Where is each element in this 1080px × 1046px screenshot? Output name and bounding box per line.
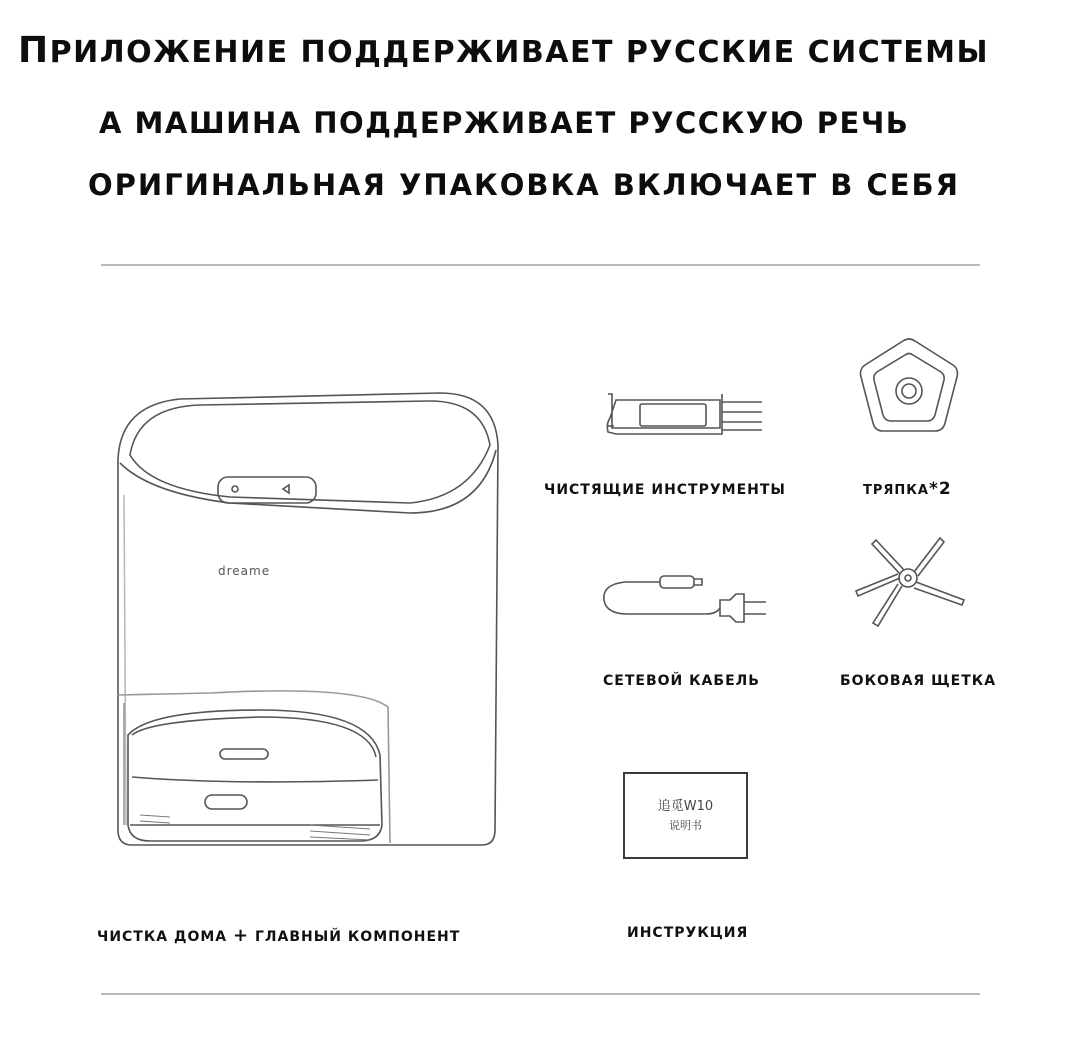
main-unit-label-part2: ГЛАВНЫЙ КОМПОНЕНТ: [255, 929, 461, 945]
heading-line-1-initial: П: [18, 30, 50, 71]
mop-pad-illustration: [853, 335, 965, 440]
mop-label: [863, 479, 952, 499]
cleaning-tool-illustration: [598, 388, 768, 440]
manual-cover-subtitle: 说明书: [669, 818, 702, 832]
base-station-illustration: [110, 385, 505, 870]
heading-line-1-rest: РИЛОЖЕНИЕ ПОДДЕРЖИВАЕТ РУССКИЕ СИСТЕМЫ: [49, 35, 990, 70]
heading-line-2: А МАШИНА ПОДДЕРЖИВАЕТ РУССКУЮ РЕЧЬ: [99, 106, 910, 140]
power-cable-label: СЕТЕВОЙ КАБЕЛЬ: [603, 673, 760, 689]
mop-label-text: ТРЯПКА: [863, 483, 929, 498]
cleaning-tools-label: ЧИСТЯЩИЕ ИНСТРУМЕНТЫ: [544, 482, 786, 498]
bottom-divider: [101, 993, 980, 995]
power-cable-illustration: [598, 572, 776, 634]
heading-line-3: ОРИГИНАЛЬНАЯ УПАКОВКА ВКЛЮЧАЕТ В СЕБЯ: [88, 168, 960, 202]
side-brush-label: БОКОВАЯ ЩЕТКА: [840, 673, 997, 689]
main-unit-label-part1: ЧИСТКА ДОМА: [97, 929, 228, 945]
main-unit-label: [97, 925, 460, 946]
heading-line-1: [0, 30, 1080, 71]
mop-quantity: *2: [928, 479, 952, 499]
manual-cover-title: 追觅W10: [657, 798, 714, 814]
side-brush-illustration: [848, 528, 970, 640]
manual-label: ИНСТРУКЦИЯ: [627, 925, 749, 941]
manual-cover: [623, 772, 748, 859]
main-unit-label-plus: +: [233, 925, 250, 946]
brand-logo: dreame: [218, 564, 271, 578]
top-divider: [101, 264, 980, 266]
